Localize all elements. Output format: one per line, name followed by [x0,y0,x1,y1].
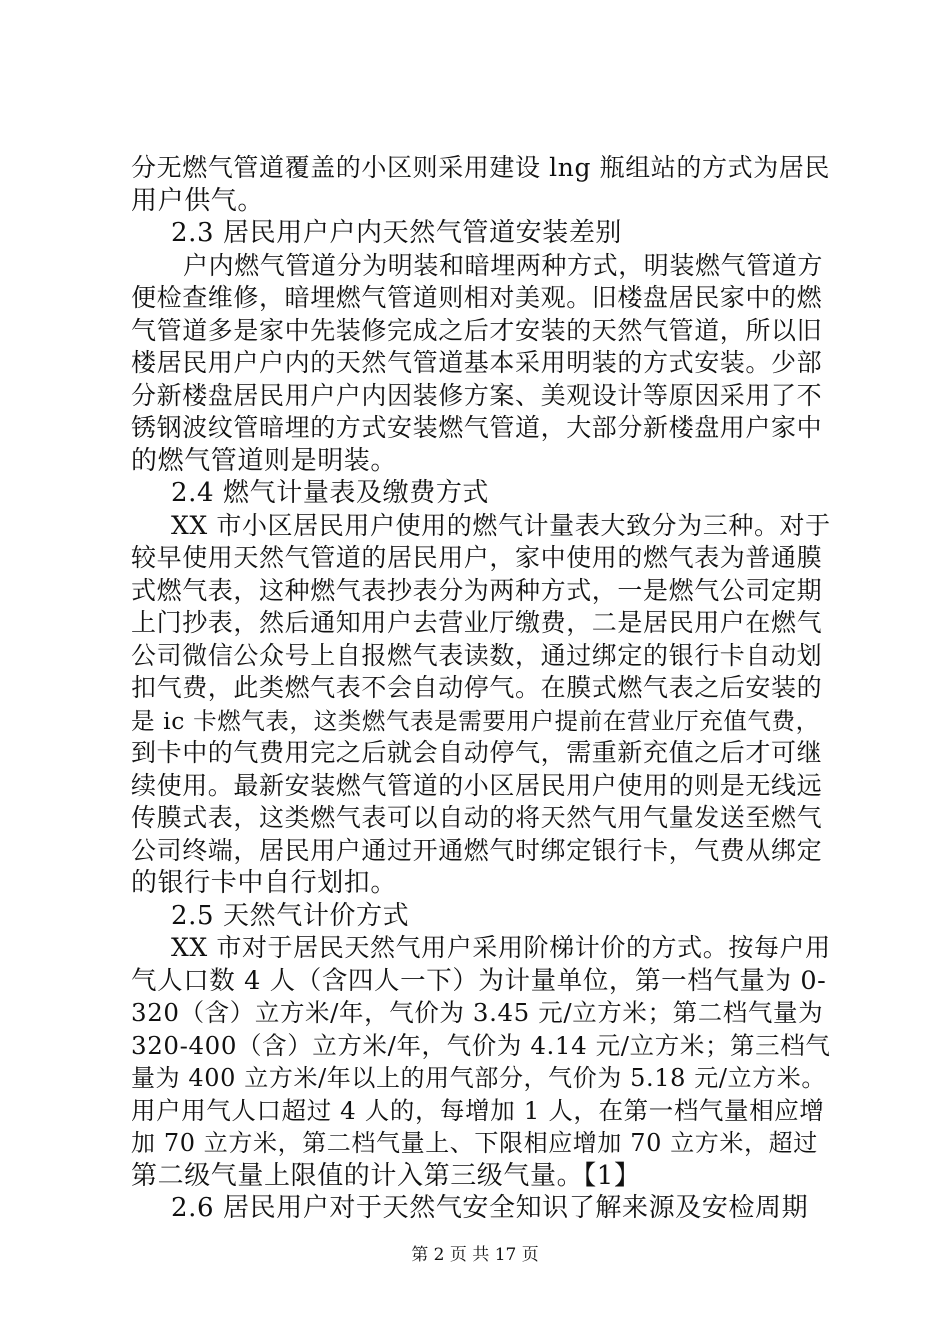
page-number-footer: 第 2 页 共 17 页 [411,1245,539,1265]
text-line: 的银行卡中自行划扣。 [131,868,398,898]
text-line: 扣气费，此类燃气表不会自动停气。在膜式燃气表之后安装的 [131,673,823,702]
text-line: 便检查维修，暗埋燃气管道则相对美观。旧楼盘居民家中的燃 [131,283,823,312]
text-line: 量为 400 立方米/年以上的用气部分，气价为 5.18 元/立方米。 [131,1064,826,1092]
text-line: 用户供气。 [131,185,265,216]
section-heading-2-5: 2.5 天然气计价方式 [171,900,410,931]
text-line: 公司终端，居民用户通过开通燃气时绑定银行卡，气费从绑定 [131,835,823,865]
section-heading-2-4: 2.4 燃气计量表及缴费方式 [171,478,490,508]
text-line: 分新楼盘居民用户户内因装修方案、美观设计等原因采用了不 [131,380,823,410]
text-line: 320（含）立方米/年，气价为 3.45 元/立方米；第二档气量为 [131,998,824,1027]
section-heading-2-6: 2.6 居民用户对于天然气安全知识了解来源及安检周期 [171,1193,809,1223]
text-line: 传膜式表，这类燃气表可以自动的将天然气用气量发送至燃气 [131,803,823,832]
text-line: XX 市对于居民天然气用户采用阶梯计价的方式。按每户用 [171,933,831,962]
text-line: 是 ic 卡燃气表，这类燃气表是需要用户提前在营业厅充值气费， [131,706,820,735]
text-line: 上门抄表，然后通知用户去营业厅缴费，二是居民用户在燃气 [131,608,823,637]
text-line: 第二级气量上限值的计入第三级气量。【1】 [131,1160,641,1191]
text-line: 较早使用天然气管道的居民用户，家中使用的燃气表为普通膜 [131,543,823,572]
text-line: 到卡中的气费用完之后就会自动停气，需重新充值之后才可继 [131,738,823,767]
text-line: 锈钢波纹管暗埋的方式安装燃气管道，大部分新楼盘用户家中 [131,413,823,442]
text-line: 用户用气人口超过 4 人的，每增加 1 人，在第一档气量相应增 [131,1095,825,1125]
text-line: XX 市小区居民用户使用的燃气计量表大致分为三种。对于 [171,510,831,540]
text-line: 公司微信公众号上自报燃气表读数，通过绑定的银行卡自动划 [131,640,823,670]
text-line: 320-400（含）立方米/年，气价为 4.14 元/立方米；第三档气 [131,1030,831,1060]
text-line: 楼居民用户户内的天然气管道基本采用明装的方式安装。少部 [131,348,823,377]
section-heading-2-3: 2.3 居民用户户内天然气管道安装差别 [171,218,623,248]
text-line: 的燃气管道则是明装。 [131,445,398,476]
text-line: 户内燃气管道分为明装和暗埋两种方式，明装燃气管道方 [183,250,824,280]
text-line: 分无燃气管道覆盖的小区则采用建设 lng 瓶组站的方式为居民 [131,153,830,182]
text-line: 式燃气表，这种燃气表抄表分为两种方式，一是燃气公司定期 [131,575,823,605]
document-body [131,152,831,1225]
text-line: 加 70 立方米，第二档气量上、下限相应增加 70 立方米，超过 [131,1129,818,1157]
text-line: 气管道多是家中先装修完成之后才安装的天然气管道，所以旧 [131,315,823,345]
text-line: 气人口数 4 人（含四人一下）为计量单位，第一档气量为 0- [131,965,827,996]
text-line: 续使用。最新安装燃气管道的小区居民用户使用的则是无线远 [131,770,823,800]
